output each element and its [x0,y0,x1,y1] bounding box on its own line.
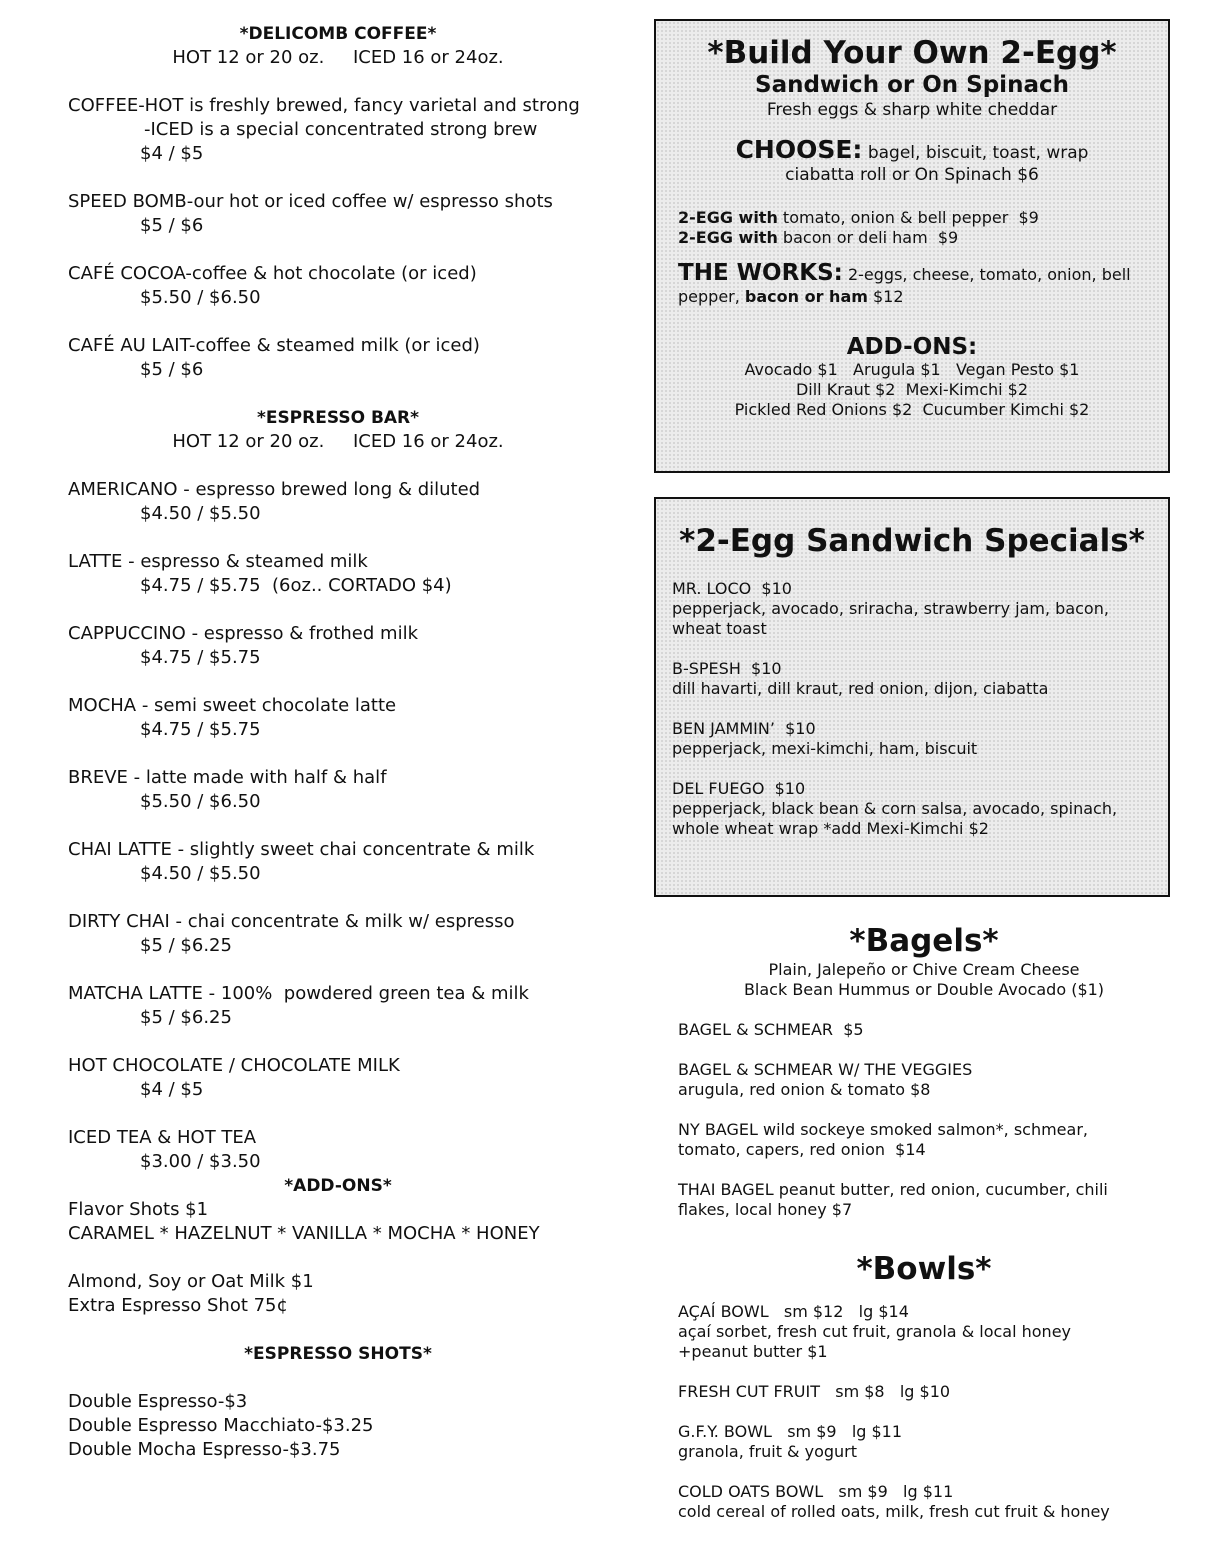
item-desc: COFFEE-HOT is freshly brewed, fancy varietal and strong [68,95,580,116]
item-price: $5 / $6.25 [140,1007,232,1028]
bowl-item: AÇAÍ BOWL sm $12 lg $14 açaí sorbet, fresh cut fruit, granola & local honey +peanut butter $1 [678,1302,1072,1361]
item-desc: BREVE - latte made with half & half [68,767,387,788]
build-your-own-box [654,19,1170,473]
item-price: $5 / $6 [140,215,204,236]
bagels-title: *Bagels* [849,923,999,959]
menu-item [68,910,628,958]
menu-item [68,1054,628,1102]
coffee-sizes: HOT 12 or 20 oz. ICED 16 or 24oz. [172,47,504,68]
menu-item [68,694,628,742]
build-addons-title: ADD-ONS: [846,334,978,360]
shot-line: Double Mocha Espresso-$3.75 [68,1439,341,1460]
bowls-title: *Bowls* [856,1251,992,1287]
menu-item [68,262,628,310]
espresso-bar-sizes: HOT 12 or 20 oz. ICED 16 or 24oz. [172,431,504,452]
menu-item [68,1126,628,1174]
menu-item [68,622,628,670]
special-desc: pepperjack, black bean & corn salsa, avocado, spinach, whole wheat wrap *add Mexi-Kimchi $2 [672,799,1118,838]
bagel-item: THAI BAGEL peanut butter, red onion, cucumber, chili flakes, local honey $7 [678,1180,1108,1219]
addons-line: Almond, Soy or Oat Milk $1 [68,1271,314,1292]
bagel-item: BAGEL & SCHMEAR W/ THE VEGGIES arugula, red onion & tomato $8 [678,1060,973,1099]
bagel-item: NY BAGEL wild sockeye smoked salmon*, schmear, tomato, capers, red onion $14 [678,1120,1088,1159]
item-price: $4 / $5 [140,1079,204,1100]
item-desc: CAFÉ COCOA-coffee & hot chocolate (or iced) [68,263,477,284]
menu-item [68,94,628,166]
bagel-item: BAGEL & SCHMEAR $5 [678,1020,864,1039]
specials-box [654,497,1170,897]
item-price: $5 / $6 [140,359,204,380]
choose-text-2: ciabatta roll or On Spinach $6 [785,165,1039,185]
special-name: DEL FUEGO $10 [672,779,806,798]
specials-title: *2-Egg Sandwich Specials* [679,523,1145,559]
build-addons-line: Dill Kraut $2 Mexi-Kimchi $2 [795,380,1029,399]
build-addons-line: Pickled Red Onions $2 Cucumber Kimchi $2 [734,400,1090,419]
special-item [656,779,1168,839]
item-desc: MOCHA - semi sweet chocolate latte [68,695,397,716]
special-name: B-SPESH $10 [672,659,782,678]
choose-row [656,135,1168,164]
bagels-sub: Plain, Jalepeño or Chive Cream Cheese [768,960,1080,979]
build-subtitle: Sandwich or On Spinach [755,72,1069,98]
food-column [678,922,1170,1522]
special-item [656,719,1168,759]
item-price: $4 / $5 [140,143,204,164]
item-desc: CAPPUCCINO - espresso & frothed milk [68,623,418,644]
menu-item [68,838,628,886]
bowl-item: FRESH CUT FRUIT sm $8 lg $10 [678,1382,951,1401]
item-price: $4.50 / $5.50 [140,863,261,884]
addons-heading: *ADD-ONS* [284,1176,392,1196]
drinks-column [68,22,628,1462]
espresso-bar-heading: *ESPRESSO BAR* [256,408,420,428]
item-price: $3.00 / $3.50 [140,1151,261,1172]
shot-line: Double Espresso-$3 [68,1391,248,1412]
build-tagline: Fresh eggs & sharp white cheddar [766,100,1058,120]
menu-item [68,550,628,598]
item-desc: AMERICANO - espresso brewed long & diluted [68,479,481,500]
item-desc: CHAI LATTE - slightly sweet chai concentrate & milk [68,839,535,860]
coffee-heading: *DELICOMB COFFEE* [239,24,437,44]
item-desc: LATTE - espresso & steamed milk [68,551,368,572]
menu-item [68,190,628,238]
special-item [656,659,1168,699]
item-price: $5.50 / $6.50 [140,287,261,308]
special-item [656,579,1168,639]
item-desc-2: -ICED is a special concentrated strong brew [144,119,538,140]
special-name: MR. LOCO $10 [672,579,792,598]
the-works: THE WORKS: 2-eggs, cheese, tomato, onion, bell pepper, bacon or ham $12 [678,260,1131,306]
egg-option: 2-EGG with tomato, onion & bell pepper $9 [678,208,1039,227]
addons-line: CARAMEL * HAZELNUT * VANILLA * MOCHA * HONEY [68,1223,540,1244]
build-addons-line: Avocado $1 Arugula $1 Vegan Pesto $1 [744,360,1080,379]
item-price: $5 / $6.25 [140,935,232,956]
menu-item [68,334,628,382]
item-price: $4.50 / $5.50 [140,503,261,524]
bowl-item: G.F.Y. BOWL sm $9 lg $11 granola, fruit & yogurt [678,1422,903,1461]
item-price: $4.75 / $5.75 (6oz.. CORTADO $4) [140,575,452,596]
choose-label: CHOOSE: [735,135,863,164]
build-title: *Build Your Own 2-Egg* [707,35,1117,71]
bowl-item: COLD OATS BOWL sm $9 lg $11 cold cereal of rolled oats, milk, fresh cut fruit & honey [678,1482,1110,1521]
menu-item [68,982,628,1030]
special-desc: dill havarti, dill kraut, red onion, dijon, ciabatta [672,679,1049,698]
addons-line: Flavor Shots $1 [68,1199,209,1220]
special-name: BEN JAMMIN’ $10 [672,719,816,738]
item-price: $5.50 / $6.50 [140,791,261,812]
item-desc: CAFÉ AU LAIT-coffee & steamed milk (or iced) [68,335,480,356]
item-desc: HOT CHOCOLATE / CHOCOLATE MILK [68,1055,400,1076]
item-desc: SPEED BOMB-our hot or iced coffee w/ espresso shots [68,191,553,212]
egg-option: 2-EGG with bacon or deli ham $9 [678,228,959,247]
addons-line: Extra Espresso Shot 75¢ [68,1295,288,1316]
special-desc: pepperjack, avocado, sriracha, strawberry jam, bacon, wheat toast [672,599,1109,638]
special-desc: pepperjack, mexi-kimchi, ham, biscuit [672,739,978,758]
choose-text: bagel, biscuit, toast, wrap [862,143,1089,163]
espresso-shots-heading: *ESPRESSO SHOTS* [244,1344,432,1364]
item-price: $4.75 / $5.75 [140,647,261,668]
item-desc: DIRTY CHAI - chai concentrate & milk w/ espresso [68,911,515,932]
menu-item [68,478,628,526]
menu-item [68,766,628,814]
shot-line: Double Espresso Macchiato-$3.25 [68,1415,374,1436]
item-desc: MATCHA LATTE - 100% powdered green tea & milk [68,983,529,1004]
bagels-sub: Black Bean Hummus or Double Avocado ($1) [743,980,1105,999]
item-desc: ICED TEA & HOT TEA [68,1127,257,1148]
item-price: $4.75 / $5.75 [140,719,261,740]
